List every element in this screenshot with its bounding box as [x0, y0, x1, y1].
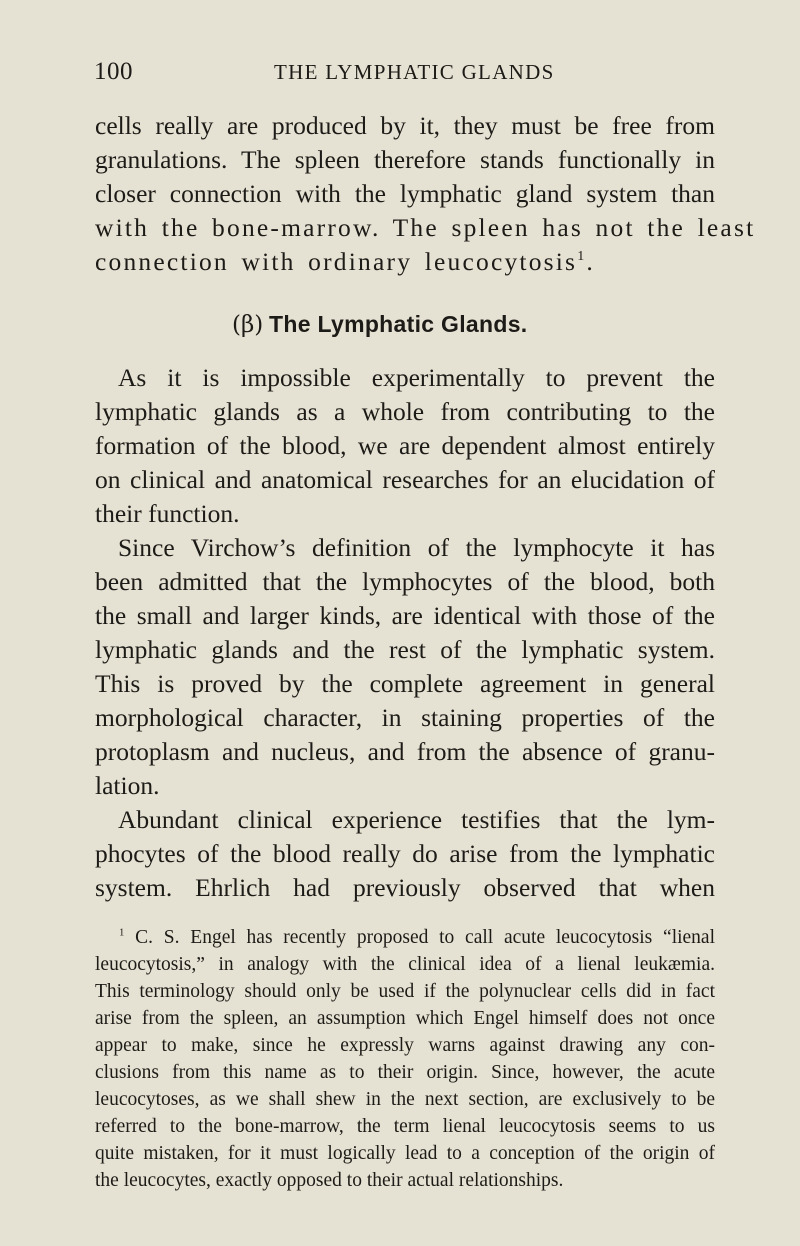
footnote-line: referred to the bone-marrow, the term lienal leucocytosis seems to us	[95, 1116, 715, 1137]
body-text-fragment: connection with ordinary leucocytosis	[95, 247, 578, 276]
running-title: THE LYMPHATIC GLANDS	[274, 60, 555, 84]
section-heading	[232, 311, 528, 338]
body-text-line: granulations. The spleen therefore stands functionally in	[95, 145, 715, 174]
footnote-text: C. S. Engel has recently proposed to call acute leucocytosis “lienal	[135, 927, 716, 948]
body-text-line: cells really are produced by it, they must be free from	[95, 111, 715, 140]
footnote-reference: 1	[577, 249, 587, 265]
body-text-line: lymphatic glands as a whole from contributing to the	[95, 397, 715, 426]
body-text-line: protoplasm and nucleus, and from the absence of granu-	[95, 737, 715, 766]
running-header	[94, 58, 714, 88]
footnote-line: arise from the spleen, an assumption which Engel himself does not once	[95, 1008, 715, 1029]
section-title: The Lymphatic Glands.	[269, 311, 528, 337]
footnote-line: the leucocytes, exactly opposed to their actual relationships.	[95, 1170, 564, 1191]
body-text-line: with the bone-marrow. The spleen has not the least	[95, 213, 756, 242]
body-text-line: closer connection with the lymphatic gland system than	[95, 179, 715, 208]
body-text-line: Abundant clinical experience testifies that the lym-	[118, 805, 715, 834]
body-text-line: As it is impossible experimentally to prevent the	[118, 363, 715, 392]
body-text-line: system. Ehrlich had previously observed that when	[95, 873, 715, 902]
body-text-line: on clinical and anatomical researches for an elucidation of	[95, 465, 715, 494]
footnote-line: clusions from this name as to their origin. Since, however, the acute	[95, 1062, 715, 1083]
body-text-line: been admitted that the lymphocytes of the blood, both	[95, 567, 715, 596]
body-text-line: This is proved by the complete agreement in general	[95, 669, 715, 698]
body-text-line: lation.	[95, 771, 160, 800]
body-text-line: Since Virchow’s definition of the lymphocyte it has	[118, 533, 715, 562]
footnote-line: appear to make, since he expressly warns against drawing any con-	[95, 1035, 715, 1056]
body-text-line: the small and larger kinds, are identical with those of the	[95, 601, 715, 630]
body-text-line: formation of the blood, we are dependent almost entirely	[95, 431, 715, 460]
body-text-line: phocytes of the blood really do arise from the lymphatic	[95, 839, 715, 868]
body-text-line: their function.	[95, 499, 240, 528]
body-text-fragment: .	[586, 247, 595, 276]
body-text-line: morphological character, in staining properties of the	[95, 703, 715, 732]
section-number: (β)	[232, 312, 264, 338]
footnote-line: leucocytoses, as we shall shew in the next section, are exclusively to be	[95, 1089, 715, 1110]
footnote-line: This terminology should only be used if the polynuclear cells did in fact	[95, 981, 715, 1002]
body-text-line: lymphatic glands and the rest of the lymphatic system.	[95, 635, 715, 664]
page-number: 100	[94, 58, 133, 85]
footnote-line	[119, 925, 715, 951]
footnote-marker: 1	[119, 926, 125, 939]
body-text-line	[95, 246, 715, 278]
footnote-line: leucocytosis,” in analogy with the clinical idea of a lienal leukæmia.	[95, 954, 715, 975]
footnote-line: quite mistaken, for it must logically lead to a conception of the origin of	[95, 1143, 715, 1164]
